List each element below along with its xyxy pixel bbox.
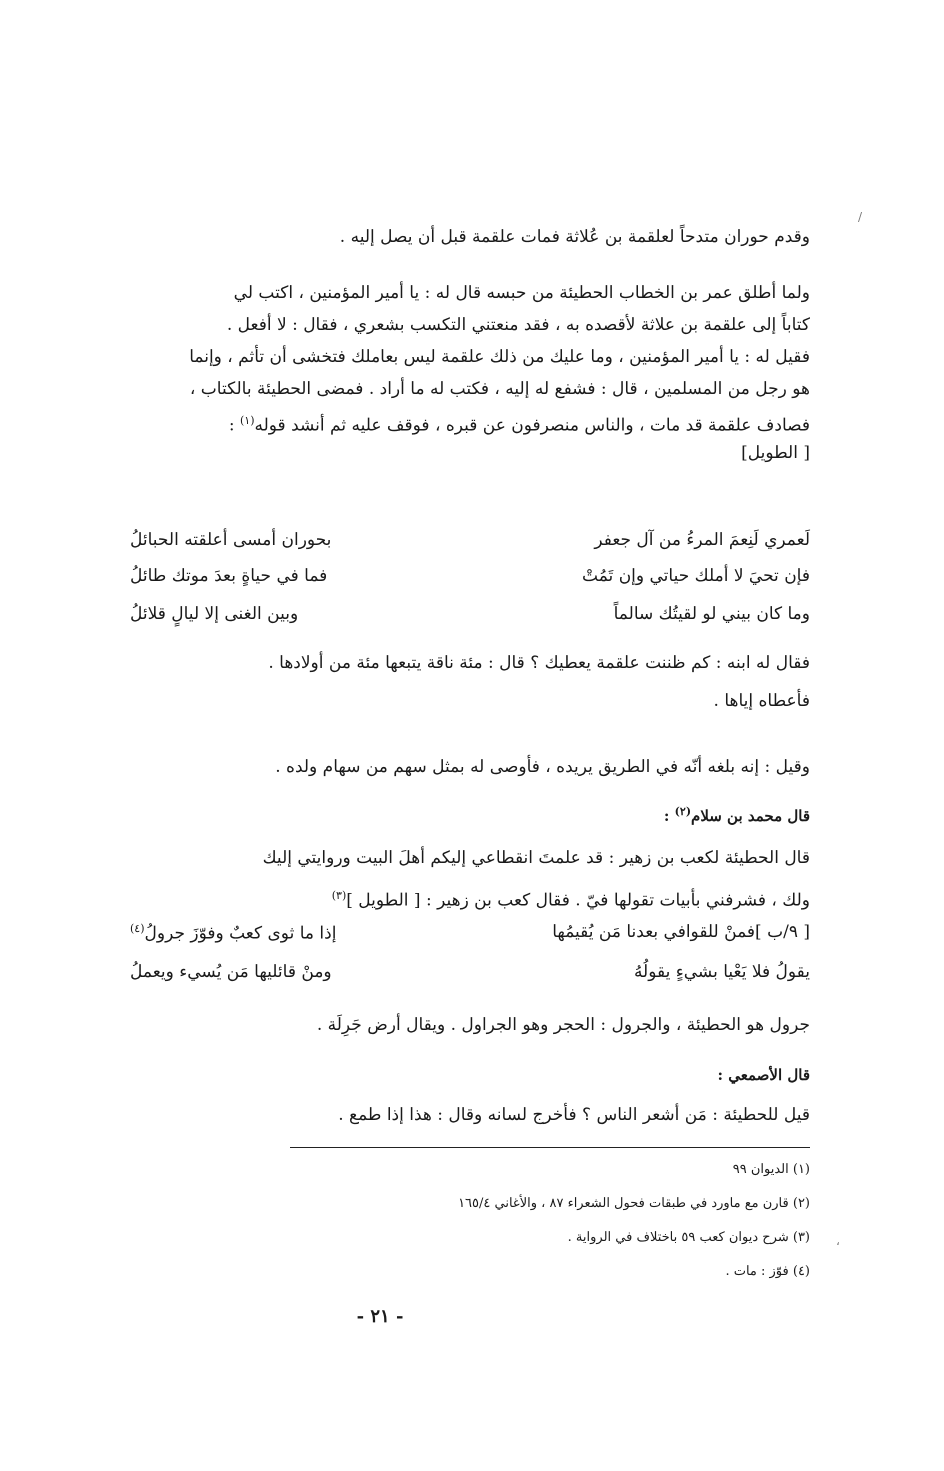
text-line: كتاباً إلى علقمة بن علاثة لأقصده به ، فقد منعتني التكسب بشعري ، فقال : لا أفعل . [226,315,810,335]
meter-label: [ الطويل] [741,443,810,463]
verse-hemistich-first: فإن تحيَ لا أملك حياتي وإن تَمُتْ [582,566,810,586]
margin-mark: ، [836,1234,840,1248]
verse-hemistich-first: لَعمري لَنِعمَ المرءُ من آل جعفر [594,530,810,550]
text-line [130,881,810,911]
text-line: وقدم حوران متدحاً لعلقمة بن عُلاثة فمات علقمة قبل أن يصل إليه . [339,227,810,247]
text-line: هو رجل من المسلمين ، قال : فشفع له إليه ، فكتب له ما أراد . فمضى الحطيئة بالكتاب ، [189,379,810,399]
section-heading: قال الأصمعي : [717,1066,810,1084]
verse-hemistich-first: وما كان بيني لو لقيتُك سالماً [613,604,810,624]
page-number: - ٢١ - [356,1306,404,1327]
verse-line [130,530,810,562]
paragraph-3 [130,648,810,716]
text-line: فأعطاه إياها . [713,691,810,711]
verse-line [130,604,810,636]
footnote-ref: (٣) [331,889,347,902]
text-line: فصادف علقمة قد مات ، والناس منصرفون عن قبره ، فوقف عليه ثم أنشد قوله$^{(١)}$ : [228,414,810,436]
verse-hemistich-first: يقولُ فلا يَعْيا بشيءٍ يقولُهُ [633,962,810,982]
paragraph-5 [130,843,810,911]
paragraph-1 [130,222,810,252]
paragraph-7 [130,1100,810,1130]
verse-hemistich-second: بحوران أمسى أعلقته الحبائلُ [130,530,332,550]
text-line-body: ولك ، فشرفني بأبيات تقولها فيّ . فقال كعب بن زهير : [ الطويل ] [346,890,810,911]
verse-line [130,962,810,994]
paragraph-6 [130,1010,810,1040]
text-line: وقيل : إنه بلغه أنّه في الطريق يريده ، فأوصى له بمثل سهم من سهام ولده . [275,757,810,777]
verse-hemistich-first: [ ٩/ب ]فمنْ للقوافي بعدنا مَن يُقيمُها [552,922,810,942]
verse-line [130,922,810,954]
text-line: فقال له ابنه : كم ظننت علقمة يعطيك ؟ قال : مئة ناقة يتبعها مئة من أولادها . [268,653,810,673]
footnote-ref: (١) [239,414,255,427]
footnote-divider [290,1147,810,1148]
verse-hemistich-second: فما في حياةٍ بعدَ موتك طائلُ [130,566,328,586]
footnote: (٣) شرح ديوان كعب ٥٩ باختلاف في الرواية . [567,1230,810,1245]
text-line: ولما أطلق عمر بن الخطاب الحطيئة من حبسه قال له : يا أمير المؤمنين ، اكتب لي [233,283,810,303]
heading-text: قال محمد بن سلام [691,807,810,825]
paragraph-4 [130,752,810,782]
footnote-ref: (٢) [674,805,692,818]
footnote: (٢) قارن مع ماورد في طبقات فحول الشعراء ٨٧ ، والأغاني ١٦٥/٤ [458,1196,810,1211]
paragraph-2 [130,278,810,468]
verse-text: إذا ما ثوى كعبٌ وفوّزَ جرولُ [144,923,337,944]
verse-line [130,566,810,598]
verse-hemistich-second [130,922,460,944]
text-line: قال الحطيئة لكعب بن زهير : قد علمتَ انقطاعي إليكم أهلَ البيت وروايتي إليك [262,848,810,868]
footnote: (٤) فوّز : مات . [725,1264,810,1279]
section-heading: قال محمد بن سلام$^{(٢)}$ : [663,805,810,825]
margin-mark: / [858,210,863,224]
text-line: قيل للحطيئة : مَن أشعر الناس ؟ فأخرج لسانه وقال : هذا إذا طمع . [338,1105,810,1125]
text-line: جرول هو الحطيئة ، والجرول : الحجر وهو الجراول . ويقال أرض جَرِلَة . [316,1015,810,1035]
text-line-body: فصادف علقمة قد مات ، والناس منصرفون عن قبره ، فوقف عليه ثم أنشد قوله [254,415,810,436]
book-page [130,0,810,1471]
verse-hemistich-second: ومنْ قائليها مَن يُسيء ويعملُ [130,962,332,982]
text-line: فقيل له : يا أمير المؤمنين ، وما عليك من ذلك علقمة ليس بعاملك فتخشى أن تأثم ، وإنما [189,347,810,367]
footnote-ref: (٤) [130,922,145,935]
footnote: (١) الديوان ٩٩ [732,1162,810,1177]
verse-hemistich-second: وبين الغنى إلا ليالٍ قلائلُ [130,604,299,624]
